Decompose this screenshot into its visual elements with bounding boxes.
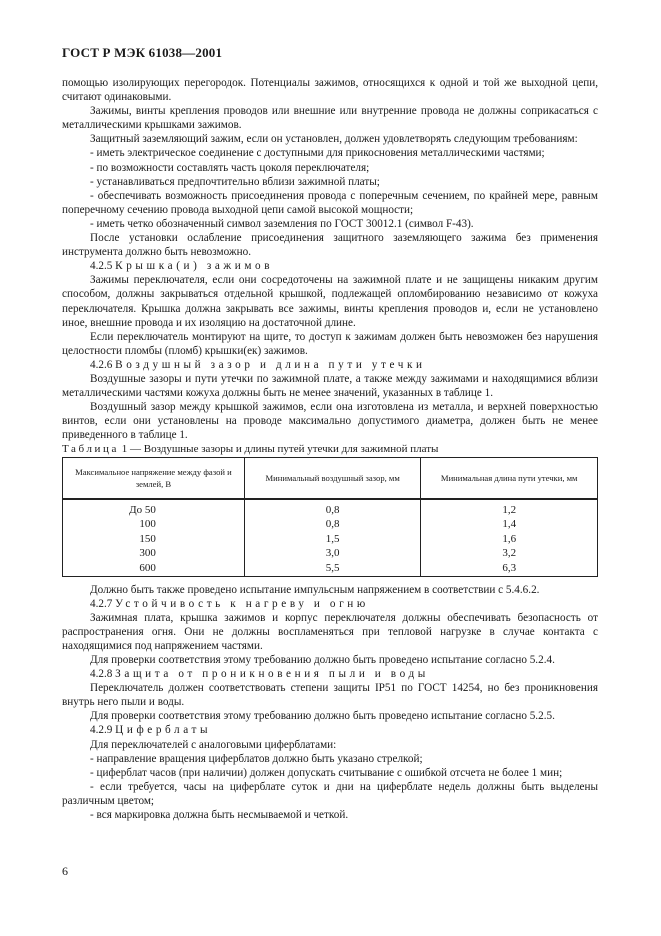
section-heading-4-2-9 <box>62 723 598 737</box>
table-cell: 3,2 <box>421 546 598 561</box>
table-cell: 600 <box>63 561 245 576</box>
column-header: Минимальная длина пути утечки, мм <box>421 457 598 499</box>
paragraph: Для переключателей с аналоговыми циферблатами: <box>90 738 337 751</box>
section-heading-4-2-7 <box>62 597 598 611</box>
section-number: 4.2.6 <box>90 358 113 371</box>
section-number: 4.2.7 <box>90 597 113 610</box>
section-number: 4.2.9 <box>90 724 113 737</box>
list-item: - иметь электрическое соединение с доступными для прикосновения металлическими частями; <box>90 147 545 160</box>
column-header: Минимальный воздушный зазор, мм <box>244 457 421 499</box>
section-number: 4.2.5 <box>90 260 113 273</box>
section-title: Воздушный зазор и длина пути утечки <box>115 358 426 371</box>
clearance-table <box>62 457 598 577</box>
table-cell: 3,0 <box>244 546 421 561</box>
table-row <box>63 546 598 561</box>
paragraph: Если переключатель монтируют на щите, то доступ к зажимам должен быть невозможен без нарушения целостности пломбы (пломб) крышки(ек) зажимов. <box>62 330 598 357</box>
table-cell: 150 <box>63 532 245 547</box>
paragraph: Зажимная плата, крышка зажимов и корпус переключателя должны обеспечивать безопасность от распространения огня. Они не должны воспламеняться при тепловой нагрузке в случае контакта с находящимися под напряжением частями. <box>62 611 598 652</box>
paragraph: Защитный заземляющий зажим, если он установлен, должен удовлетворять следующим требованиям: <box>90 133 578 146</box>
table-caption-prefix: Таблица <box>62 443 119 456</box>
paragraph: Зажимы, винты крепления проводов или внешние или внутренние провода не должны соприкасаться с металлическими крышками зажимов. <box>62 105 598 132</box>
paragraph: Зажимы переключателя, если они сосредоточены на зажимной плате и не защищены никаким другим способом, должны закрываться отдельной крышкой, подлежащей опломбированию независимо от кожуха переключателя. Крышка должна закрывать все зажимы, винты крепления проводов и, если не установлено иное, внешние провода и их изоляцию на достаточной длине. <box>62 274 598 329</box>
table-cell: 1,2 <box>421 499 598 518</box>
list-item: - вся маркировка должна быть несмываемой и четкой. <box>90 809 349 821</box>
list-item: - если требуется, часы на циферблате суток и дни на циферблате недель должны быть выделены различным цветом; <box>62 780 598 807</box>
list-item: - устанавливаться предпочтительно вблизи зажимной платы; <box>90 175 380 188</box>
table-cell: 1,6 <box>421 532 598 547</box>
table-cell: 1,5 <box>244 532 421 547</box>
table-cell: 1,4 <box>421 517 598 532</box>
table-row <box>63 517 598 532</box>
paragraph: Переключатель должен соответствовать степени защиты IP51 по ГОСТ 14254, но без проникновения внутрь него пыли и воды. <box>62 682 598 709</box>
list-item: - направление вращения циферблатов должно быть указано стрелкой; <box>90 752 423 765</box>
table-row <box>63 499 598 518</box>
section-heading-4-2-5 <box>62 259 598 273</box>
section-title: Крышка(и) зажимов <box>115 260 274 273</box>
paragraph: Воздушный зазор между крышкой зажимов, если она изготовлена из металла, и верхней поверхностью винтов, если они установлены на проводе максимально допустимого диаметра, должен быть не менее приведенного в таблице 1. <box>62 401 598 442</box>
paragraph: Воздушные зазоры и пути утечки по зажимной плате, а также между зажимами и находящимися вблизи металлическими частями кожуха должны быть не менее значений, указанных в таблице 1. <box>62 372 598 400</box>
section-title: Устойчивость к нагреву и огню <box>115 597 369 610</box>
paragraph: После установки ослабление присоединения защитного заземляющего зажима без применения инструмента должно быть невозможно. <box>62 232 598 259</box>
list-item: - по возможности составлять часть цоколя переключателя; <box>90 161 370 174</box>
paragraph: помощью изолирующих перегородок. Потенциалы зажимов, относящихся к одной и той же выходной цепи, считают одинаковыми. <box>62 77 598 104</box>
page-header: ГОСТ Р МЭК 61038—2001 <box>62 45 223 60</box>
table-cell: До 50 <box>63 499 245 518</box>
table-row <box>63 532 598 547</box>
table-caption-text: 1 — Воздушные зазоры и длины путей утечки для зажимной платы <box>119 443 439 456</box>
document-body <box>62 76 598 822</box>
section-number: 4.2.8 <box>90 668 113 681</box>
table-row <box>63 561 598 576</box>
table-cell: 6,3 <box>421 561 598 576</box>
paragraph: Должно быть также проведено испытание импульсным напряжением в соответствии с 5.4.6.2. <box>90 583 540 596</box>
section-title: Защита от проникновения пыли и воды <box>115 668 429 681</box>
table-cell: 5,5 <box>244 561 421 576</box>
table-cell: 100 <box>63 517 245 532</box>
table-cell: 300 <box>63 546 245 561</box>
section-heading-4-2-8 <box>62 667 598 681</box>
table-cell: 0,8 <box>244 517 421 532</box>
paragraph: Для проверки соответствия этому требованию должно быть проведено испытание согласно 5.2.5. <box>90 710 555 723</box>
list-item: - иметь четко обозначенный символ заземления по ГОСТ 30012.1 (символ F-43). <box>90 217 474 230</box>
paragraph: Для проверки соответствия этому требованию должно быть проведено испытание согласно 5.2.4. <box>90 653 555 666</box>
page-number: 6 <box>62 864 68 878</box>
table-cell: 0,8 <box>244 499 421 518</box>
list-item: - обеспечивать возможность присоединения провода с поперечным сечением, по крайней мере, равным поперечному сечению провода выходной цепи самой высокой мощности; <box>62 189 598 216</box>
list-item: - циферблат часов (при наличии) должен допускать считывание с ошибкой отсчета не более 1 мин; <box>90 766 563 779</box>
section-title: Циферблаты <box>115 724 212 737</box>
section-heading-4-2-6 <box>62 358 598 372</box>
table-caption <box>62 442 598 456</box>
column-header: Максимальное напряжение между фазой и землей, В <box>63 457 245 499</box>
